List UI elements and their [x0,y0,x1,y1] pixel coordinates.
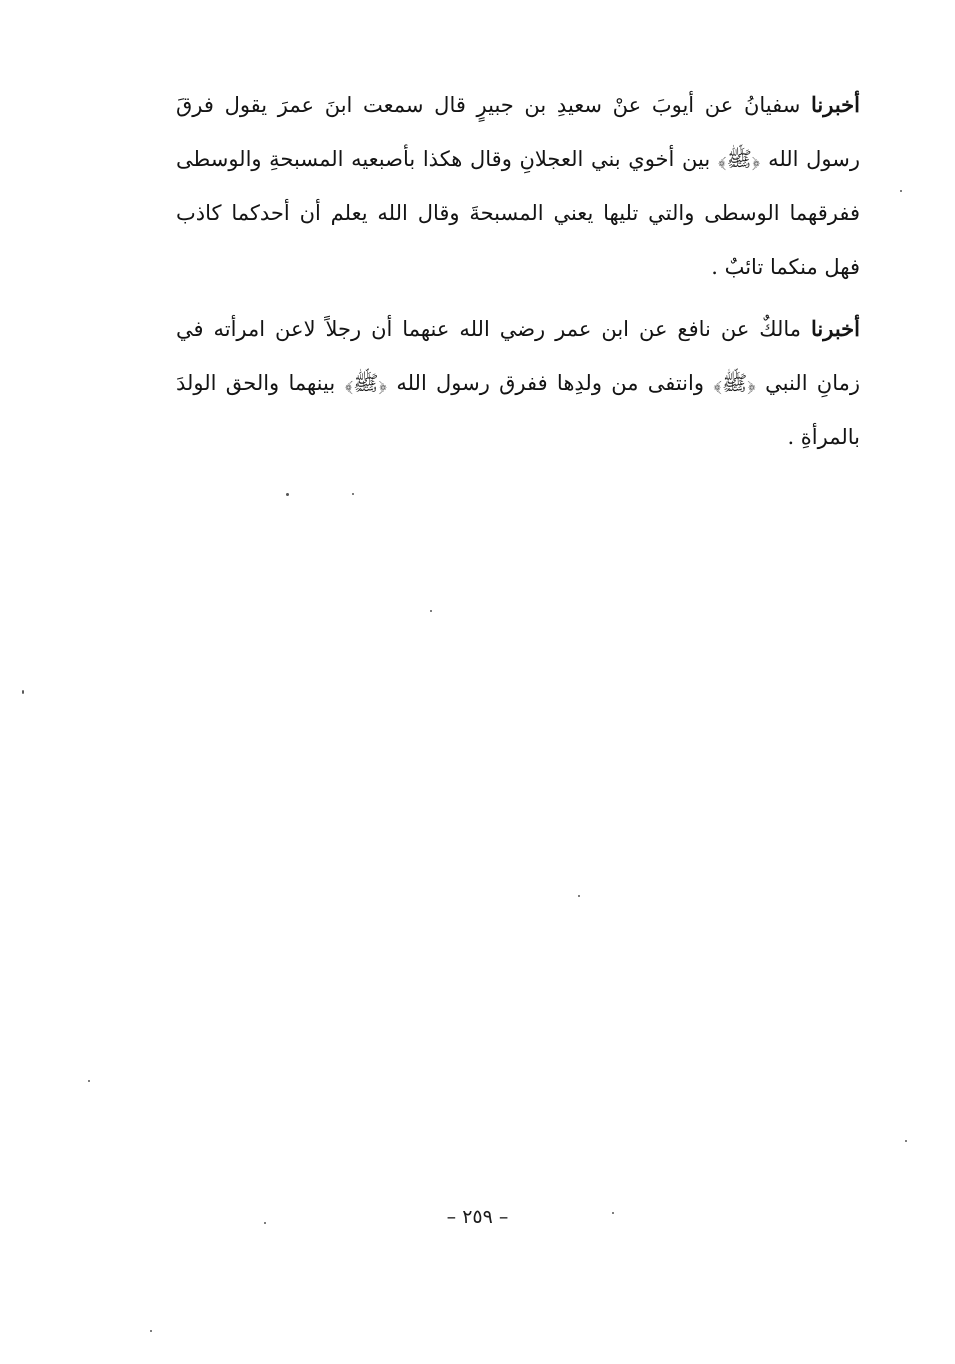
paragraph-hadith-2 [176,302,860,464]
paragraph-lead-word: أخبرنا [811,92,860,117]
scan-speck [286,493,289,496]
scan-speck [88,1080,90,1082]
paragraph-hadith-1 [176,78,860,294]
paragraph-lead-word: أخبرنا [811,316,860,341]
scan-speck [900,190,902,192]
scan-speck [352,493,354,495]
scan-speck [905,1140,907,1142]
scan-speck [150,1330,152,1332]
page-number: – ٢٥٩ – [446,1206,509,1228]
paragraph-body: سفيانُ عن أيوبَ عنْ سعيدِ بن جبيرٍ قال سمعت ابنَ عمرَ يقول فرقَ رسول الله ﴿ﷺ﴾ بين أخوي بني العجلانِ وقال هكذا بأصبعيه المسبحةِ والوسطى ففرقهما الوسطى والتي تليها يعني المسبحةَ وقال الله يعلم أن أحدكما كاذب فهل منكما تائبٌ . [176,93,860,279]
scan-speck [264,1222,266,1224]
scan-speck [22,690,24,694]
scan-speck [430,610,432,612]
scan-speck [578,895,580,897]
scan-speck [612,1212,614,1214]
paragraph-body: مالكٌ عن نافع عن ابن عمر رضي الله عنهما أن رجلاً لاعن امرأته في زمانِ النبي ﴿ﷺ﴾ وانتفى من ولدِها ففرق رسول الله ﴿ﷺ﴾ بينهما والحق الولدَ بالمرأةِ . [176,317,860,449]
